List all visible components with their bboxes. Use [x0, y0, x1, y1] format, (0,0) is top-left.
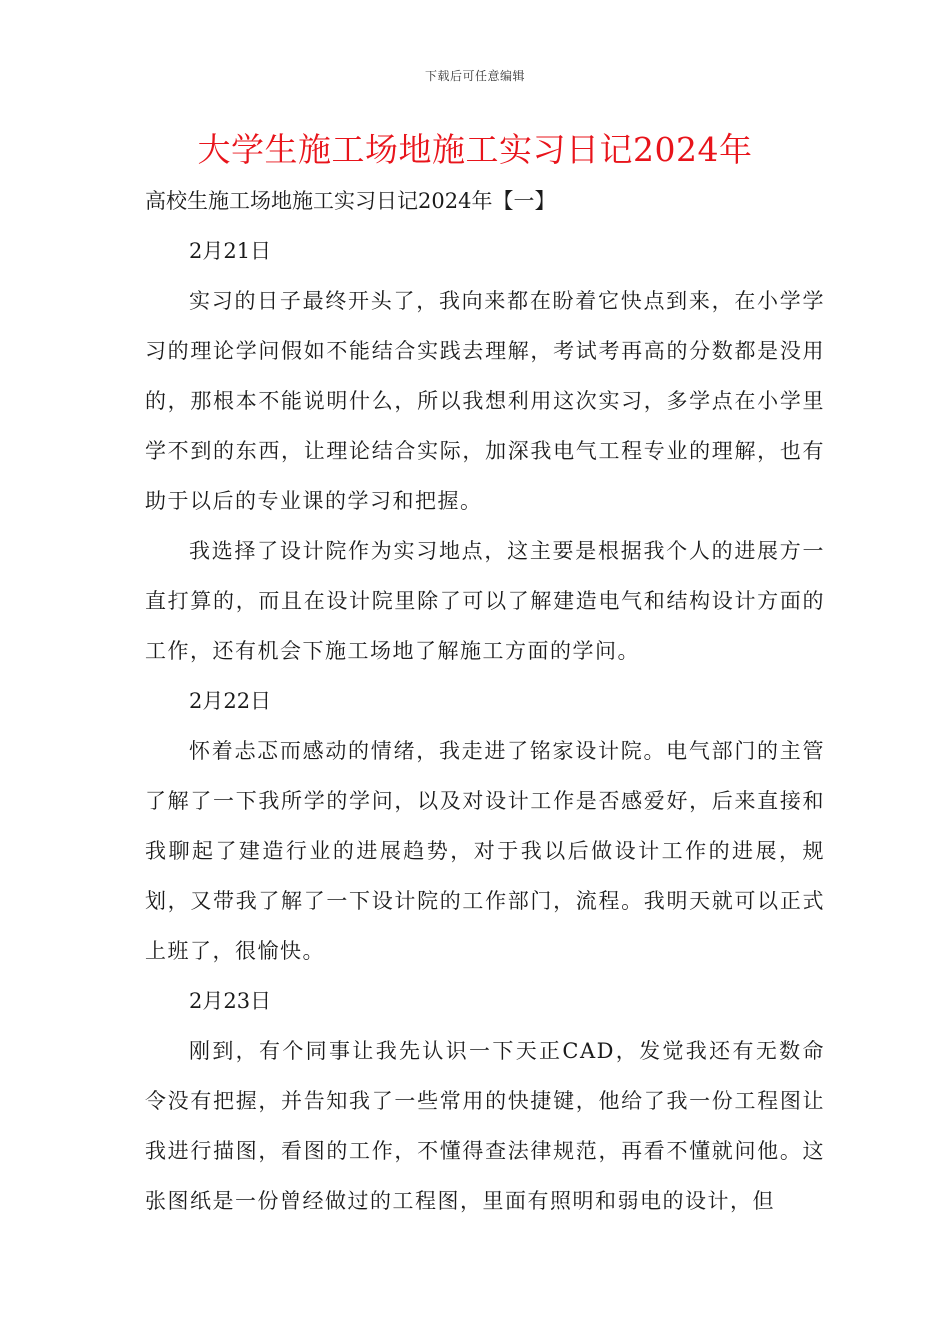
- document-title: 大学生施工场地施工实习日记2024年: [197, 130, 753, 169]
- document-body: [145, 176, 825, 1226]
- entry-date: 2月21日: [189, 239, 272, 263]
- entry-paragraph: 怀着忐忑而感动的情绪，我走进了铭家设计院。电气部门的主管了解了一下我所学的学问，以及对设计工作是否感爱好，后来直接和我聊起了建造行业的进展趋势，对于我以后做设计工作的进展，规划，又带我了解了一下设计院的工作部门，流程。我明天就可以正式上班了，很愉快。: [145, 739, 825, 963]
- entry-date: 2月22日: [189, 689, 272, 713]
- header-note: 下载后可任意编辑: [424, 69, 525, 83]
- entry-paragraph: 刚到，有个同事让我先认识一下天正CAD，发觉我还有无数命令没有把握，并告知我了一些常用的快捷键，他给了我一份工程图让我进行描图，看图的工作，不懂得查法律规范，再看不懂就问他。这张图纸是一份曾经做过的工程图，里面有照明和弱电的设计，但: [145, 1039, 825, 1213]
- entry-paragraph: 实习的日子最终开头了，我向来都在盼着它快点到来，在小学学习的理论学问假如不能结合实践去理解，考试考再高的分数都是没用的，那根本不能说明什么，所以我想利用这次实习，多学点在小学里学不到的东西，让理论结合实际，加深我电气工程专业的理解，也有助于以后的专业课的学习和把握。: [145, 289, 825, 513]
- entry-paragraph: 我选择了设计院作为实习地点，这主要是根据我个人的进展方一直打算的，而且在设计院里除了可以了解建造电气和结构设计方面的工作，还有机会下施工场地了解施工方面的学问。: [145, 539, 825, 663]
- document-subtitle: 高校生施工场地施工实习日记2024年【一】: [145, 189, 556, 213]
- entry-date: 2月23日: [189, 989, 272, 1013]
